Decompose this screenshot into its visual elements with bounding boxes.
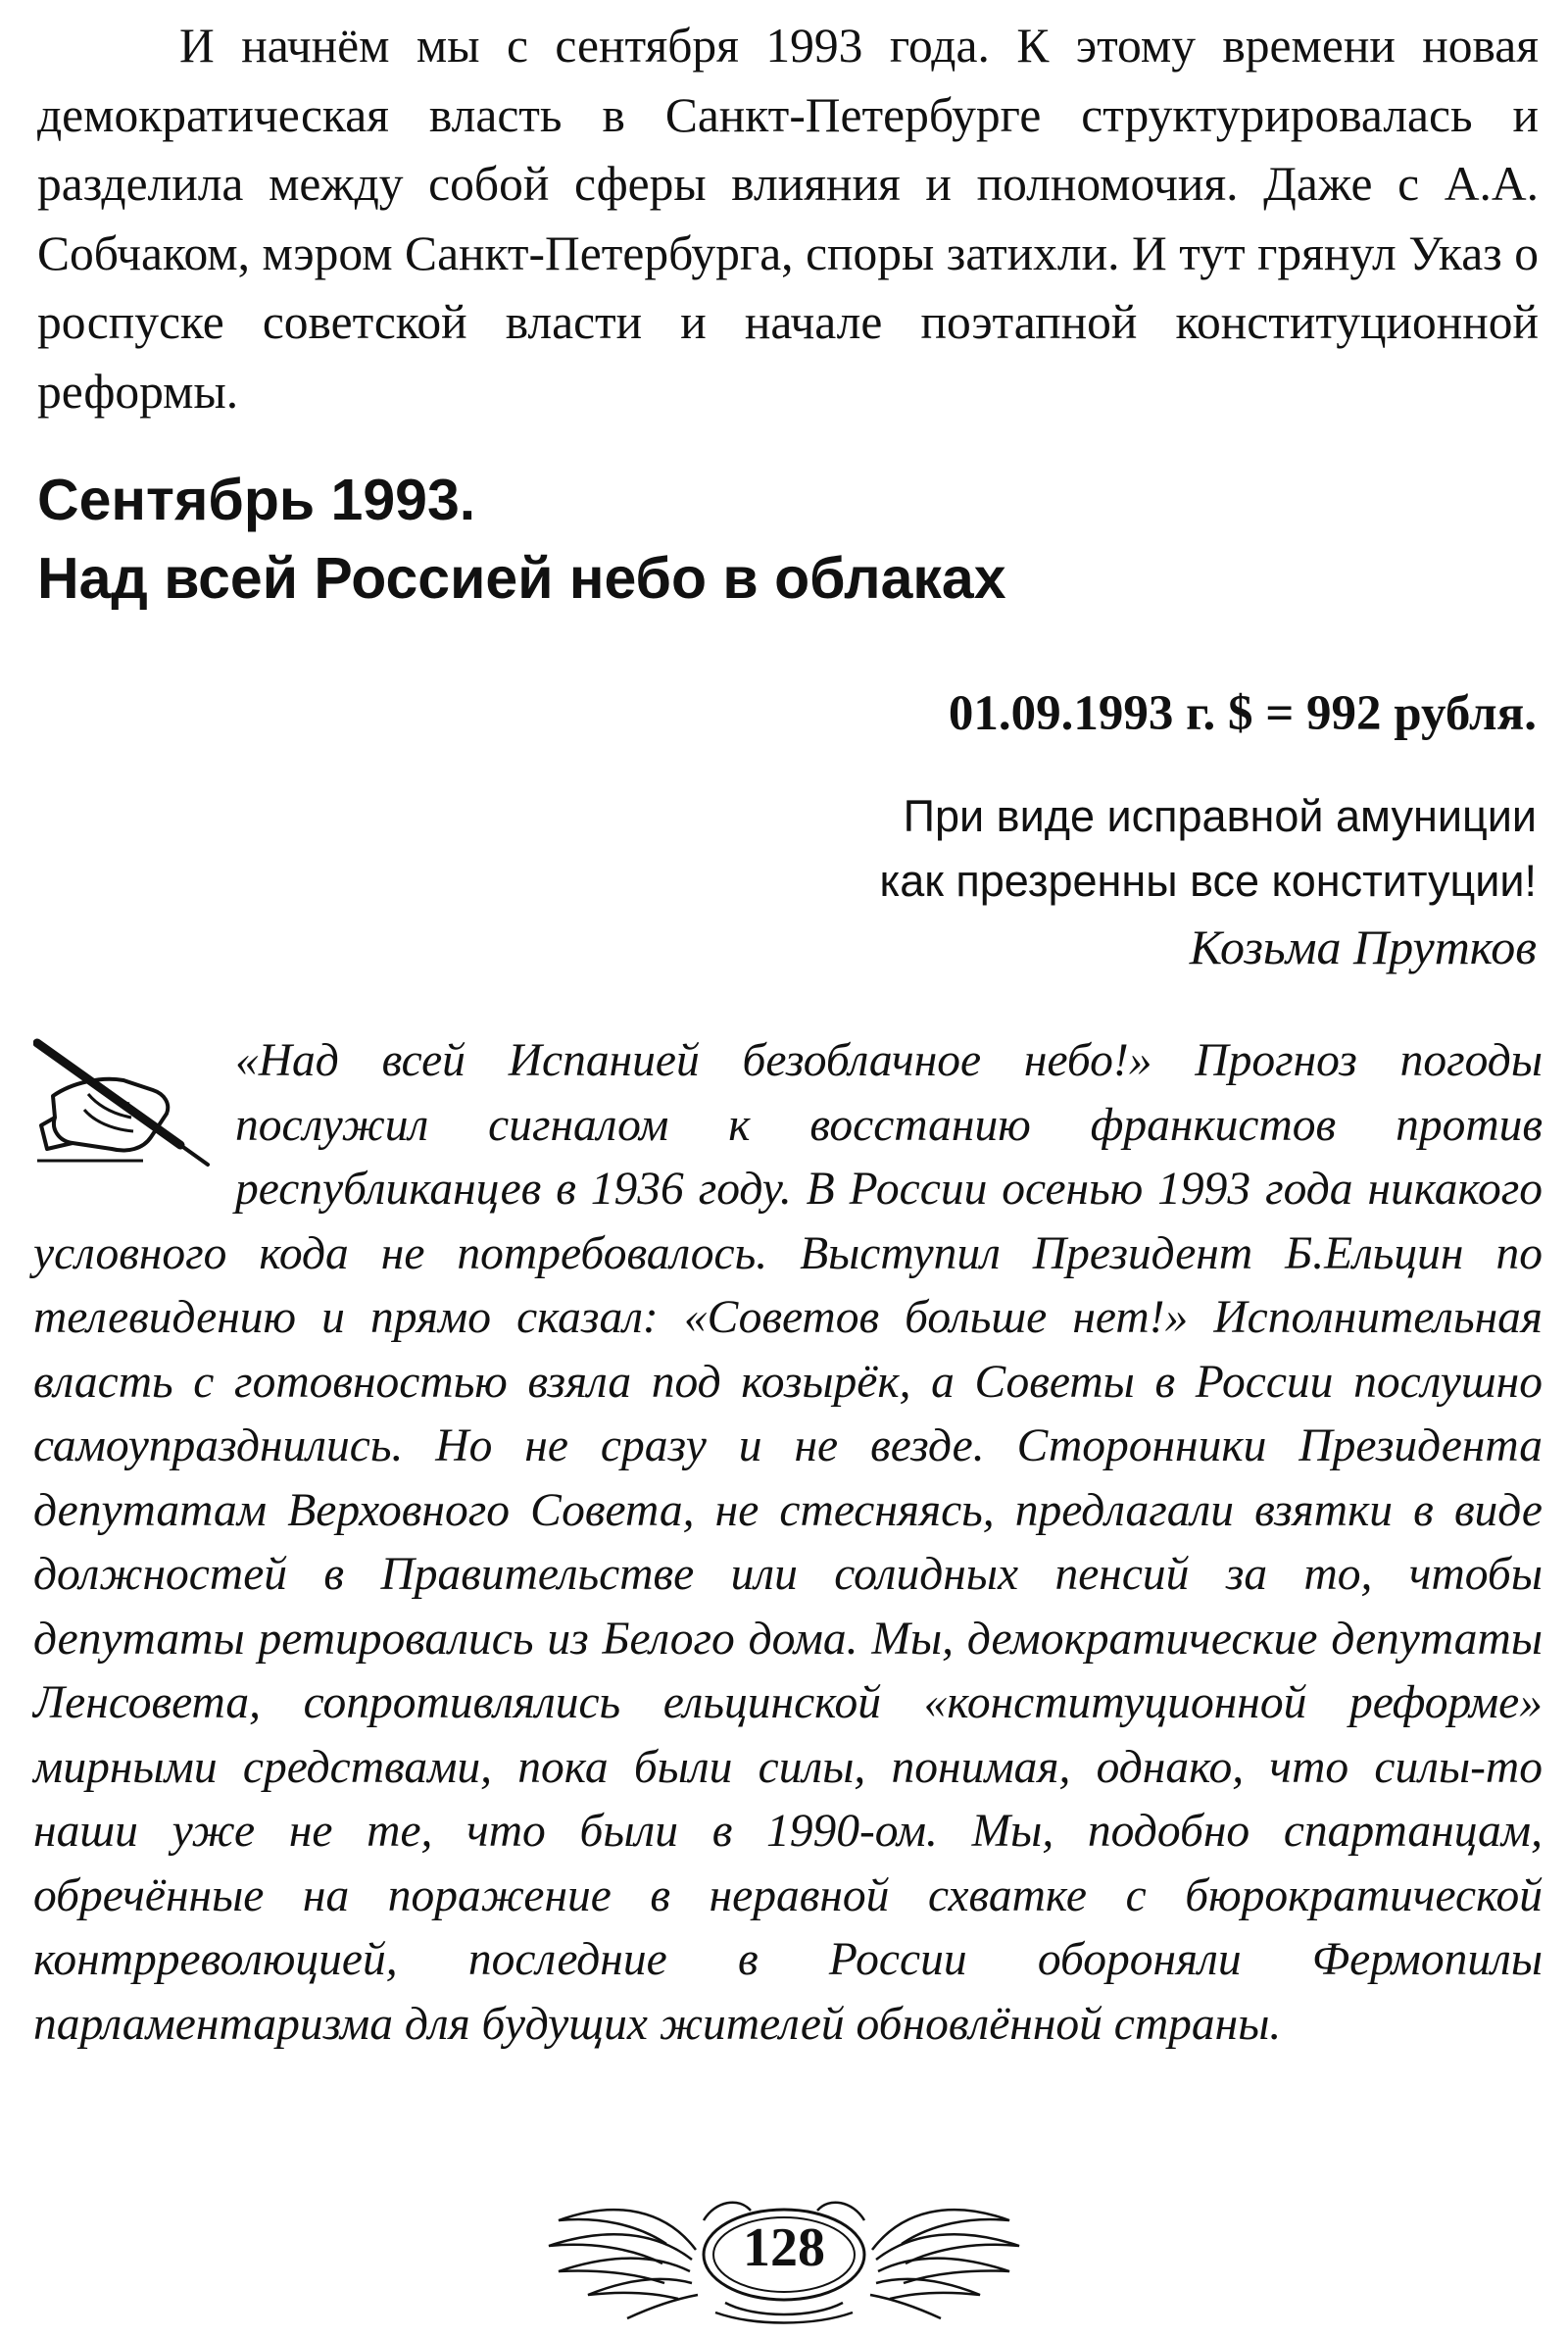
section-heading — [37, 461, 1539, 618]
epigraph-line-2: как презренны все конституции! — [879, 856, 1537, 906]
page-number: 128 — [743, 2217, 825, 2278]
section-heading-line-2: Над всей Россией небо в облаках — [37, 546, 1006, 611]
epigraph-line-1: При виде исправной амуниции — [903, 791, 1537, 841]
writing-hand-icon — [33, 1035, 210, 1177]
epigraph-author: Козьма Прутков — [1189, 920, 1537, 974]
intro-paragraph: И начнём мы с сентября 1993 года. К этому времени новая демократическая власть в Санкт-Петербурге структурировалась и разделила между собой сферы влияния и полномочия. Даже с А.А. Собчаком, мэром Санкт-Петербурга, споры затихли. И тут грянул Указ о роспуске советской власти и начале поэтапной конституционной реформы. — [37, 19, 1539, 419]
author-note — [33, 1029, 1543, 2057]
exchange-rate-line: 01.09.1993 г. $ = 992 рубля. — [948, 686, 1537, 741]
section-heading-line-1: Сентябрь 1993. — [37, 468, 476, 532]
epigraph — [459, 784, 1537, 980]
author-note-text: «Над всей Испанией безоблачное небо!» Прогноз погоды послужил сигналом к восстанию франкистов против республиканцев в 1936 году. В России осенью 1993 года никакого условного кода не потребовалось. Выступил Президент Б.Ельцин по телевидению и прямо сказал: «Советов больше нет!» Исполнительная власть с готовностью взяла под козырёк, а Советы в России послушно самоупразднились. Но не сразу и не везде. Сторонники Президента депутатам Верховного Совета, не стесняясь, предлагали взятки в виде должностей в Правительстве или солидных пенсий за то, чтобы депутаты ретировались из Белого дома. Мы, демократические депутаты Ленсовета, сопротивлялись ельцинской «конституционной реформе» мирными средствами, пока были силы, понимая, однако, что силы-то наши уже не те, что были в 1990-ом. Мы, подобно спартанцам, обречённые на поражение в неравной схватке с бюрократической контрреволюцией, последние в России обороняли Фермопилы парламентаризма для будущих жителей обновлённой страны. — [33, 1035, 1543, 2050]
